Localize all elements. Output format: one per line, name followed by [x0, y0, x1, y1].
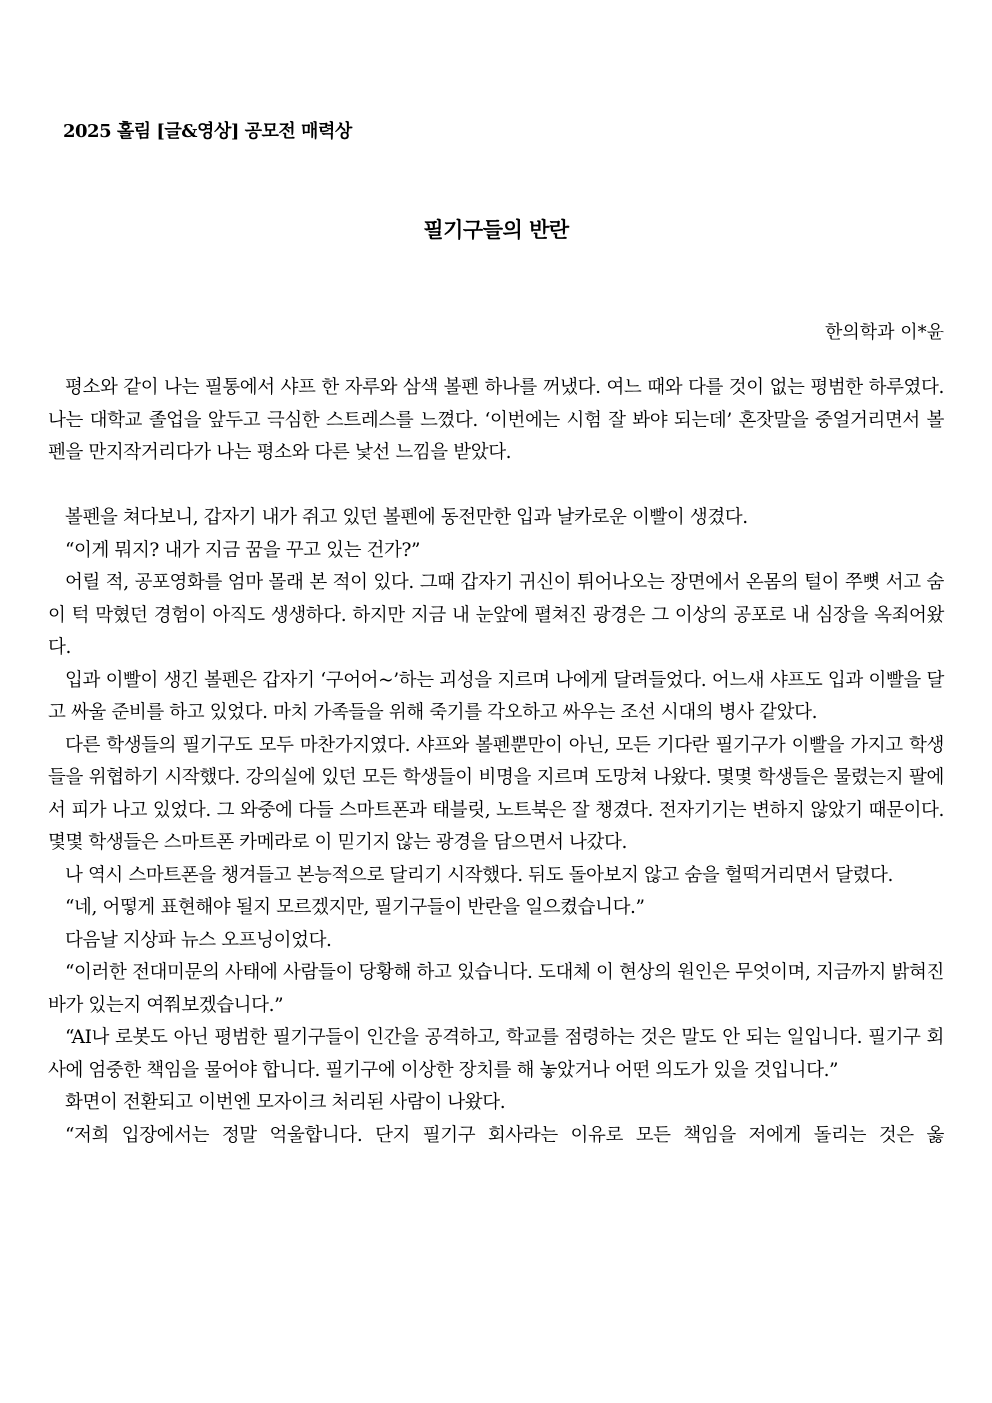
paragraph: 볼펜을 쳐다보니, 갑자기 내가 쥐고 있던 볼펜에 동전만한 입과 날카로운 이빨이 생겼다. — [65, 507, 748, 528]
paragraph: “저희 입장에서는 정말 억울합니다. 단지 필기구 회사라는 이유로 모든 책임을 저에게 돌리는 것은 옳 — [65, 1124, 944, 1146]
paragraph: 다른 학생들의 필기구도 모두 마찬가지였다. 샤프와 볼펜뿐만이 아닌, 모든 기다란 필기구가 이빨을 가지고 학생들을 위협하기 시작했다. 강의실에 있던 모든 학생들이 비명을 지르며 도망쳐 나왔다. 몇몇 학생들은 물렸는지 팔에서 피가 나고 있었다. 그 와중에 다들 스마트폰과 태블릿, 노트북은 잘 챙겼다. 전자기기는 변하지 않았기 때문이다. 몇몇 학생들은 스마트폰 카메라로 이 믿기지 않는 광경을 담으면서 나갔다. — [48, 734, 944, 853]
paragraph: 화면이 전환되고 이번엔 모자이크 처리된 사람이 나왔다. — [65, 1092, 506, 1113]
blank-line — [48, 470, 944, 503]
story-body — [48, 372, 944, 1152]
paragraph: 입과 이빨이 생긴 볼펜은 갑자기 ‘구어어~’하는 괴성을 지르며 나에게 달려들었다. 어느새 샤프도 입과 이빨을 달고 싸울 준비를 하고 있었다. 마치 가족들을 위해 죽기를 각오하고 싸우는 조선 시대의 병사 같았다. — [48, 669, 944, 723]
paragraph: 평소와 같이 나는 필통에서 샤프 한 자루와 삼색 볼펜 하나를 꺼냈다. 여느 때와 다를 것이 없는 평범한 하루였다. 나는 대학교 졸업을 앞두고 극심한 스트레스를 느꼈다. ‘이번에는 시험 잘 봐야 되는데’ 혼잣말을 중얼거리면서 볼펜을 만지작거리다가 나는 평소와 다른 낯선 느낌을 받았다. — [48, 377, 944, 463]
paragraph: “네, 어떻게 표현해야 될지 모르겠지만, 필기구들이 반란을 일으켰습니다.” — [65, 897, 645, 918]
page-title: 필기구들의 반란 — [423, 217, 569, 242]
paragraph: “이러한 전대미문의 사태에 사람들이 당황해 하고 있습니다. 도대체 이 현상의 원인은 무엇이며, 지금까지 밝혀진 바가 있는지 여쭤보겠습니다.” — [48, 962, 944, 1016]
paragraph: 다음날 지상파 뉴스 오프닝이었다. — [65, 929, 332, 951]
paragraph: “이게 뭐지? 내가 지금 꿈을 꾸고 있는 건가?” — [65, 539, 421, 561]
paragraph: 어릴 적, 공포영화를 엄마 몰래 본 적이 있다. 그때 갑자기 귀신이 튀어나오는 장면에서 온몸의 털이 쭈뼛 서고 숨이 턱 막혔던 경험이 아직도 생생하다. 하지만 지금 내 눈앞에 펼쳐진 광경은 그 이상의 공포로 내 심장을 옥죄어왔다. — [48, 572, 944, 658]
author-line: 한의학과 이*윤 — [824, 322, 944, 343]
paragraph: “AI나 로봇도 아닌 평범한 필기구들이 인간을 공격하고, 학교를 점령하는 것은 말도 안 되는 일입니다. 필기구 회사에 엄중한 책임을 물어야 합니다. 필기구에 이상한 장치를 해 놓았거나 어떤 의도가 있을 것입니다.” — [48, 1027, 945, 1081]
contest-header: 2025 홀림 [글&영상] 공모전 매력상 — [63, 121, 352, 142]
paragraph: 나 역시 스마트폰을 챙겨들고 본능적으로 달리기 시작했다. 뒤도 돌아보지 않고 숨을 헐떡거리면서 달렸다. — [65, 864, 893, 886]
